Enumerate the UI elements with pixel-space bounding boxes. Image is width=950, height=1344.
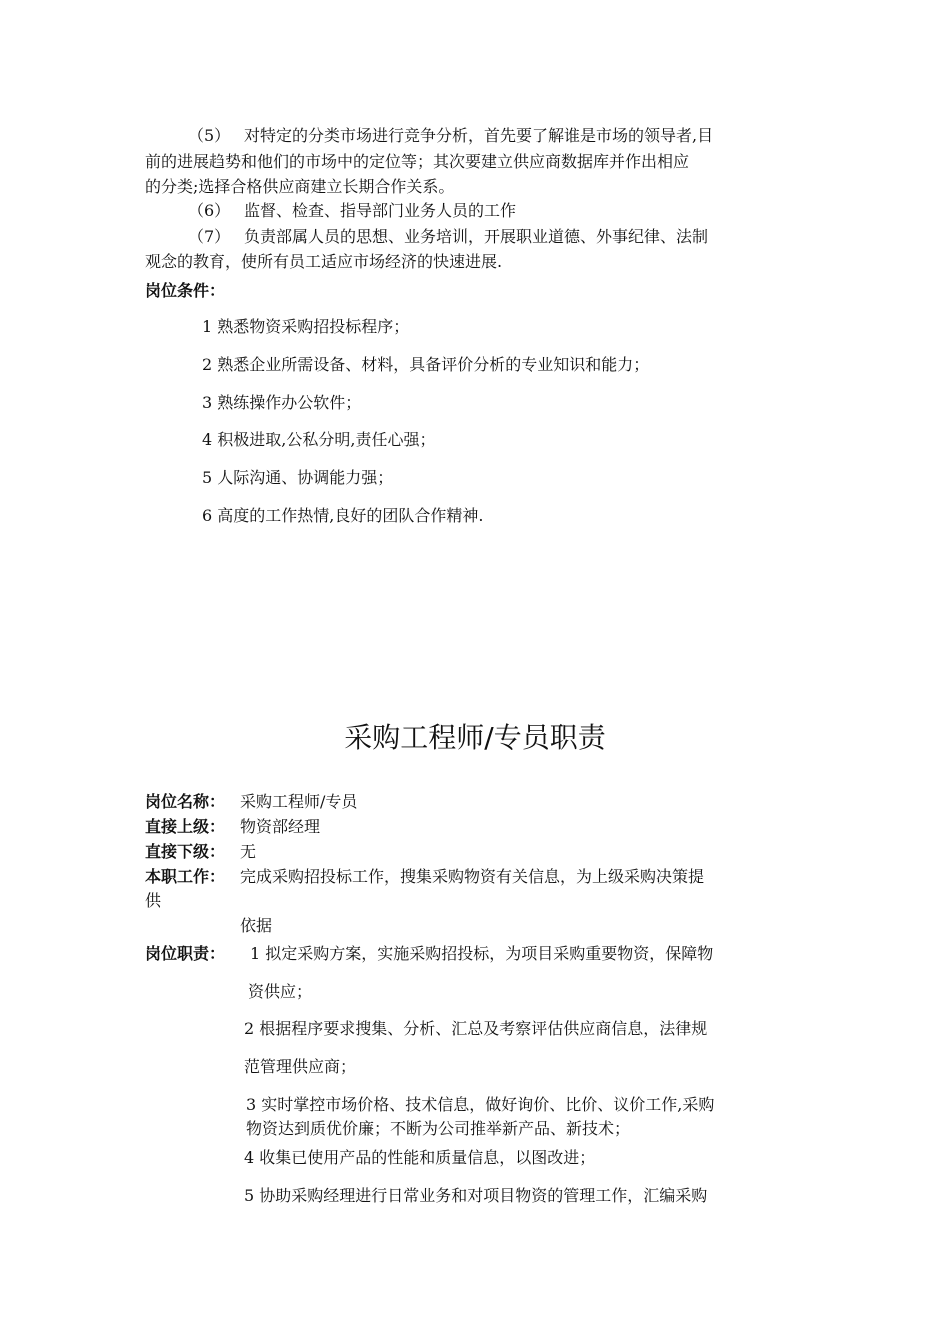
condition-item: 3 熟练操作办公软件； [202, 393, 362, 412]
item-text-line: 观念的教育，使所有员工适应市场经济的快速进展. [145, 252, 503, 271]
item-text-line: 负责部属人员的思想、业务培训，开展职业道德、外事纪律、法制 [244, 227, 709, 246]
position-label: 岗位名称： [145, 792, 226, 811]
position-value: 采购工程师/专员 [240, 792, 358, 811]
conditions-label: 岗位条件： [145, 281, 226, 300]
condition-item: 2 熟悉企业所需设备、材料，具备评价分析的专业知识和能力； [202, 355, 650, 374]
page-title: 采购工程师/专员职责 [344, 721, 606, 754]
duty-line: 资供应； [248, 982, 313, 1001]
superior-value: 物资部经理 [240, 817, 321, 836]
item-number: （6） [188, 201, 231, 220]
duty-line: 范管理供应商； [244, 1057, 357, 1076]
duty-line: 5 协助采购经理进行日常业务和对项目物资的管理工作，汇编采购 [244, 1186, 708, 1205]
item-text-line: 监督、检查、指导部门业务人员的工作 [244, 201, 517, 220]
item-number: （5） [188, 126, 231, 145]
duty-line: 1 拟定采购方案，实施采购招投标，为项目采购重要物资，保障物 [250, 944, 714, 963]
work-text-line: 完成采购招投标工作，搜集采购物资有关信息，为上级采购决策提 [240, 867, 705, 886]
condition-item: 1 熟悉物资采购招投标程序； [202, 317, 410, 336]
subordinate-value: 无 [240, 842, 257, 861]
work-label: 本职工作： [145, 867, 226, 886]
work-text-line: 供 [145, 891, 162, 910]
subordinate-label: 直接下级： [145, 842, 226, 861]
condition-item: 5 人际沟通、协调能力强； [202, 468, 394, 487]
item-number: （7） [188, 227, 231, 246]
duty-line: 2 根据程序要求搜集、分析、汇总及考察评估供应商信息，法律规 [244, 1019, 708, 1038]
duty-line: 4 收集已使用产品的性能和质量信息，以图改进； [244, 1148, 596, 1167]
item-text-line: 的分类;选择合格供应商建立长期合作关系。 [145, 177, 455, 196]
superior-label: 直接上级： [145, 817, 226, 836]
condition-item: 4 积极进取,公私分明,责任心强； [202, 430, 436, 449]
item-text-line: 前的进展趋势和他们的市场中的定位等；其次要建立供应商数据库并作出相应 [145, 152, 690, 171]
duty-line: 物资达到质优价廉；不断为公司推举新产品、新技术； [246, 1119, 631, 1138]
work-text-line: 依据 [240, 916, 273, 935]
duties-label: 岗位职责： [145, 944, 226, 963]
condition-item: 6 高度的工作热情,良好的团队合作精神. [202, 506, 484, 525]
item-text-line: 对特定的分类市场进行竞争分析，首先要了解谁是市场的领导者,目 [244, 126, 714, 145]
duty-line: 3 实时掌控市场价格、技术信息，做好询价、比价、议价工作,采购 [246, 1095, 715, 1114]
